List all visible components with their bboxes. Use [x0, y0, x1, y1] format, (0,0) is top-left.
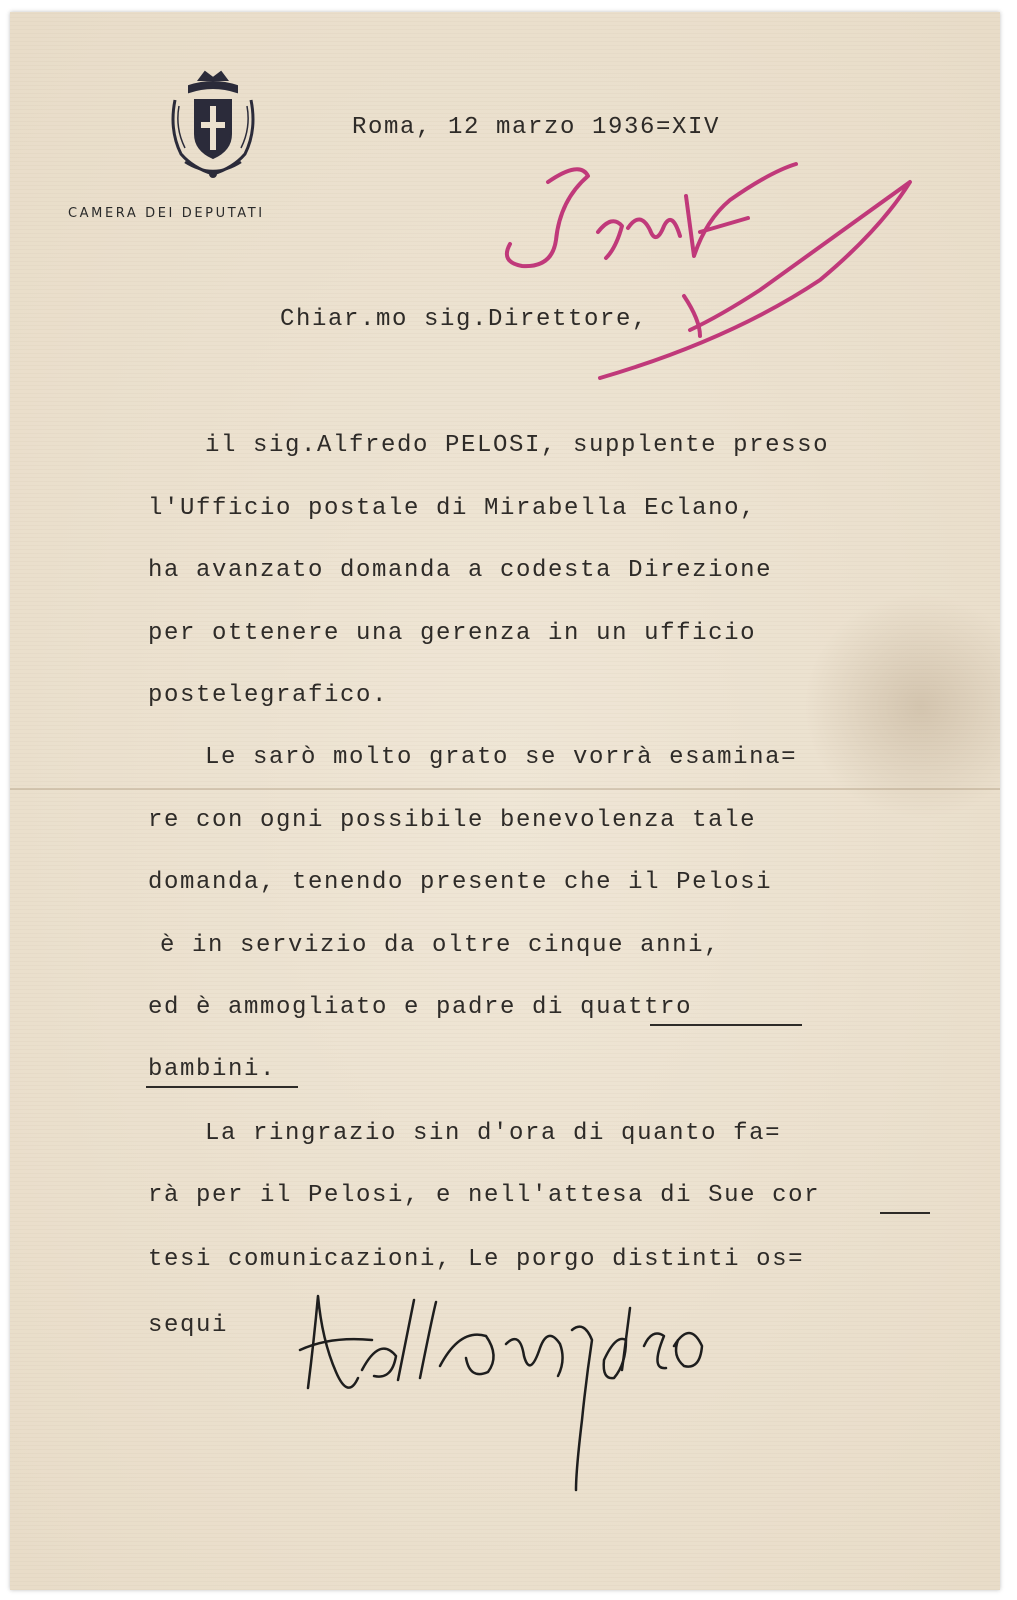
body-line: domanda, tenendo presente che il Pelosi: [148, 869, 773, 896]
body-line: per ottenere una gerenza in un ufficio: [148, 620, 757, 647]
body-line: il sig.Alfredo PELOSI, supplente presso: [205, 432, 830, 459]
body-line: rà per il Pelosi, e nell'attesa di Sue cor: [148, 1182, 821, 1209]
body-line: postelegrafico.: [148, 682, 389, 709]
body-line: ed è ammogliato e padre di quattro: [148, 994, 693, 1021]
body-line: La ringrazio sin d'ora di quanto fa=: [205, 1120, 782, 1147]
body-line: re con ogni possibile benevolenza tale: [148, 807, 757, 834]
body-line: Le sarò molto grato se vorrà esamina=: [205, 744, 798, 771]
body-line: tesi comunicazioni, Le porgo distinti os=: [148, 1246, 805, 1273]
letterhead-institution: CAMERA DEI DEPUTATI: [68, 206, 265, 221]
salutation: Chiar.mo sig.Direttore,: [280, 306, 649, 333]
body-line: ha avanzato domanda a codesta Direzione: [148, 557, 773, 584]
body-line: bambini.: [148, 1056, 277, 1083]
body-line: è in servizio da oltre cinque anni,: [160, 932, 721, 959]
date-line: Roma, 12 marzo 1936=XIV: [352, 114, 721, 141]
body-line: sequi: [148, 1312, 229, 1339]
body-line: l'Ufficio postale di Mirabella Eclano,: [148, 495, 757, 522]
